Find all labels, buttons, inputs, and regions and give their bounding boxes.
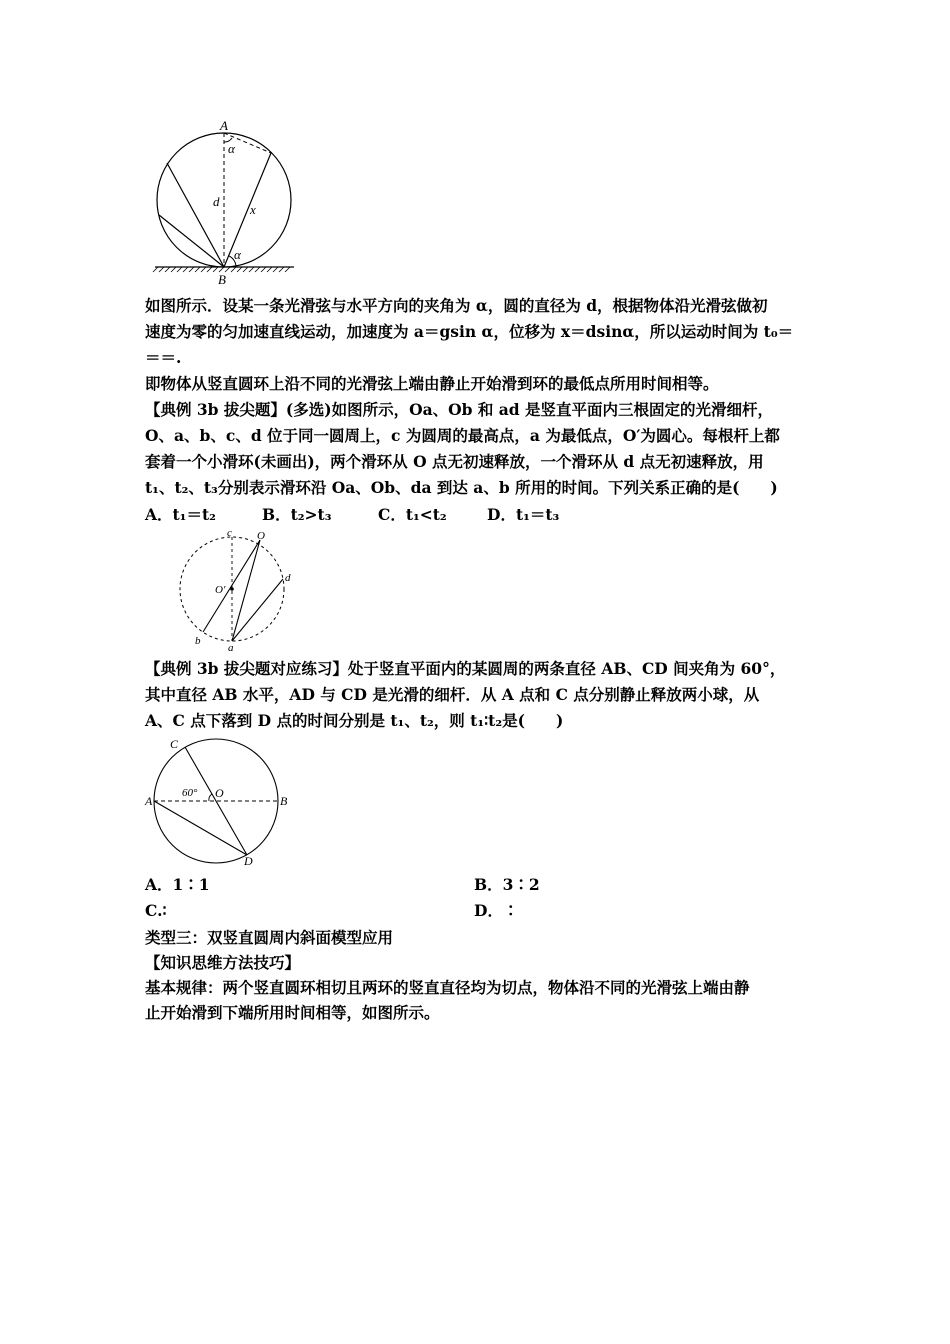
fig3-label-angle: 60° xyxy=(182,787,198,799)
fig1-label-x: x xyxy=(250,202,256,217)
practice3b-line3: A、C 点下落到 D 点的时间分别是 t₁、t₂，则 t₁∶t₂是( ) xyxy=(145,711,564,730)
para1-line3: ＝＝. xyxy=(145,348,182,367)
figure-chord-circle xyxy=(150,118,300,290)
fig2-label-c: c xyxy=(227,527,232,539)
practice3b-option-b: B．3∶2 xyxy=(474,875,540,894)
fig3-label-O: O xyxy=(215,786,224,800)
para1-line4: 即物体从竖直圆环上沿不同的光滑弦上端由静止开始滑到环的最低点所用时间相等。 xyxy=(145,374,719,393)
figure-rods-circle xyxy=(170,526,300,654)
figure-diameters-circle xyxy=(142,734,297,869)
fig2-label-d: d xyxy=(285,572,291,584)
example3b-line3: 套着一个小滑环(未画出)，两个滑环从 O 点无初速释放，一个滑环从 d 点无初速释放，用 xyxy=(145,452,764,471)
example3b-option-c: C．t₁<t₂ xyxy=(378,505,447,524)
practice3b-line2: 其中直径 AB 水平，AD 与 CD 是光滑的细杆．从 A 点和 C 点分别静止释放两小球，从 xyxy=(145,685,760,704)
section3-subheading: 【知识思维方法技巧】 xyxy=(145,953,301,972)
practice3b-option-a: A．1∶1 xyxy=(145,875,210,894)
practice3b-option-d: D．∶ xyxy=(474,901,519,920)
practice3b-line1: 【典例 3b 拔尖题对应练习】处于竖直平面内的某圆周的两条直径 AB、CD 间夹角为 60°， xyxy=(145,659,786,678)
fig1-label-alpha-bottom: α xyxy=(234,247,241,262)
para1-line1: 如图所示．设某一条光滑弦与水平方向的夹角为 α，圆的直径为 d，根据物体沿光滑弦做初 xyxy=(145,296,768,315)
fig2-label-O-prime: O′ xyxy=(215,584,226,596)
para1-line2: 速度为零的匀加速直线运动，加速度为 a＝gsin α，位移为 x＝dsinα，所以运动时间为 t₀＝ xyxy=(145,322,794,341)
fig1-label-d: d xyxy=(213,194,220,209)
example3b-line1: 【典例 3b 拔尖题】(多选)如图所示，Oa、Ob 和 ad 是竖直平面内三根固定的光滑细杆， xyxy=(145,400,774,419)
fig1-label-B: B xyxy=(218,272,226,287)
example3b-option-a: A．t₁＝t₂ xyxy=(145,505,216,524)
fig2-label-a: a xyxy=(228,642,234,654)
section3-heading: 类型三：双竖直圆周内斜面模型应用 xyxy=(145,928,394,947)
fig3-label-C: C xyxy=(170,737,179,751)
fig1-label-A: A xyxy=(220,118,228,133)
fig2-label-b: b xyxy=(195,635,201,647)
example3b-option-b: B．t₂>t₃ xyxy=(262,505,332,524)
fig2-label-O: O xyxy=(257,530,265,542)
section3-line2: 止开始滑到下端所用时间相等，如图所示。 xyxy=(145,1003,440,1022)
fig1-label-alpha-top: α xyxy=(228,141,235,156)
fig3-label-D: D xyxy=(244,854,253,868)
practice3b-option-c: C.∶ xyxy=(145,901,167,920)
fig3-label-A: A xyxy=(145,794,153,808)
example3b-line2: O、a、b、c、d 位于同一圆周上，c 为圆周的最高点，a 为最低点，O′为圆心。每根杆上都 xyxy=(145,426,780,445)
section3-line1: 基本规律：两个竖直圆环相切且两环的竖直直径均为切点，物体沿不同的光滑弦上端由静 xyxy=(145,978,750,997)
example3b-line4: t₁、t₂、t₃分别表示滑环沿 Oa、Ob、da 到达 a、b 所用的时间。下列关系正确的是( ) xyxy=(145,478,778,497)
fig3-label-B: B xyxy=(280,794,288,808)
example3b-option-d: D．t₁＝t₃ xyxy=(487,505,560,524)
